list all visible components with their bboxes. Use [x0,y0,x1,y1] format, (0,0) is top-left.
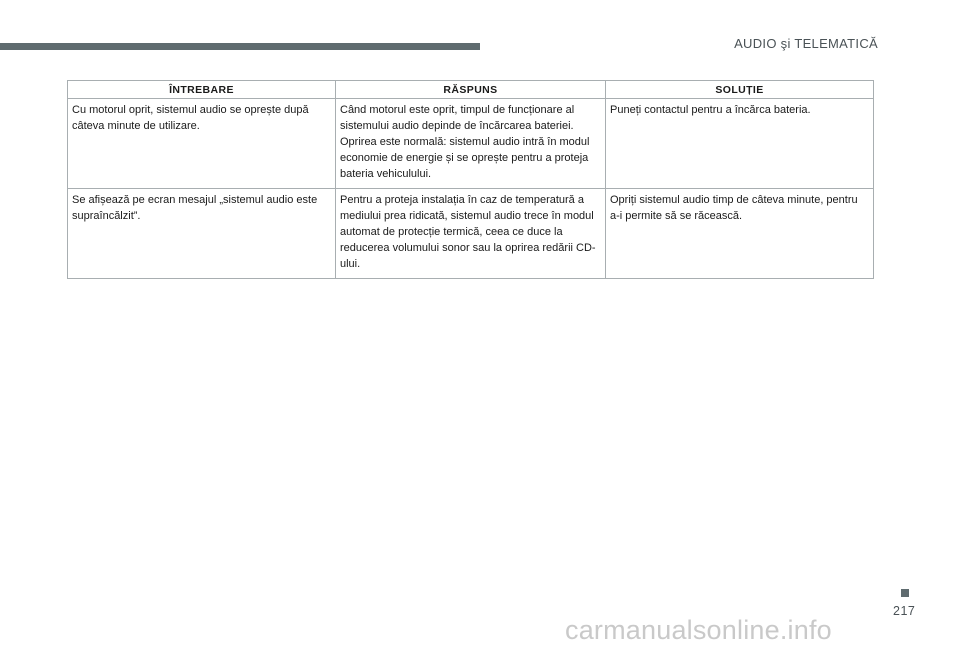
column-header-solution: SOLUȚIE [606,81,874,99]
answer-cell: Pentru a proteja instalația în caz de temperatură a mediului prea ridicată, sistemul audio trece în modul automat de protecție termică, ceea ce duce la reducerea volumului sonor sau la oprirea redării CD-ului. [336,189,606,279]
page-marker [901,589,909,597]
troubleshooting-table [67,80,874,279]
answer-cell: Când motorul este oprit, timpul de funcționare al sistemului audio depinde de încărcarea bateriei. Oprirea este normală: sistemul audio intră în modul economie de energie și se oprește pentru a proteja bateria vehiculului. [336,99,606,189]
column-header-question: ÎNTREBARE [68,81,336,99]
table-row [68,99,874,189]
watermark: carmanualsonline.info [565,615,832,645]
question-cell: Se afișează pe ecran mesajul „sistemul audio este supraîncălzit”. [68,189,336,279]
page-number: 217 [893,604,916,618]
table-header-row [68,81,874,99]
question-cell: Cu motorul oprit, sistemul audio se oprește după câteva minute de utilizare. [68,99,336,189]
section-title: AUDIO şi TELEMATICĂ [734,36,878,51]
solution-cell: Puneți contactul pentru a încărca bateria. [606,99,874,189]
solution-cell: Opriți sistemul audio timp de câteva minute, pentru a-i permite să se răcească. [606,189,874,279]
table-row [68,189,874,279]
column-header-answer: RĂSPUNS [336,81,606,99]
header-bar [0,43,480,50]
